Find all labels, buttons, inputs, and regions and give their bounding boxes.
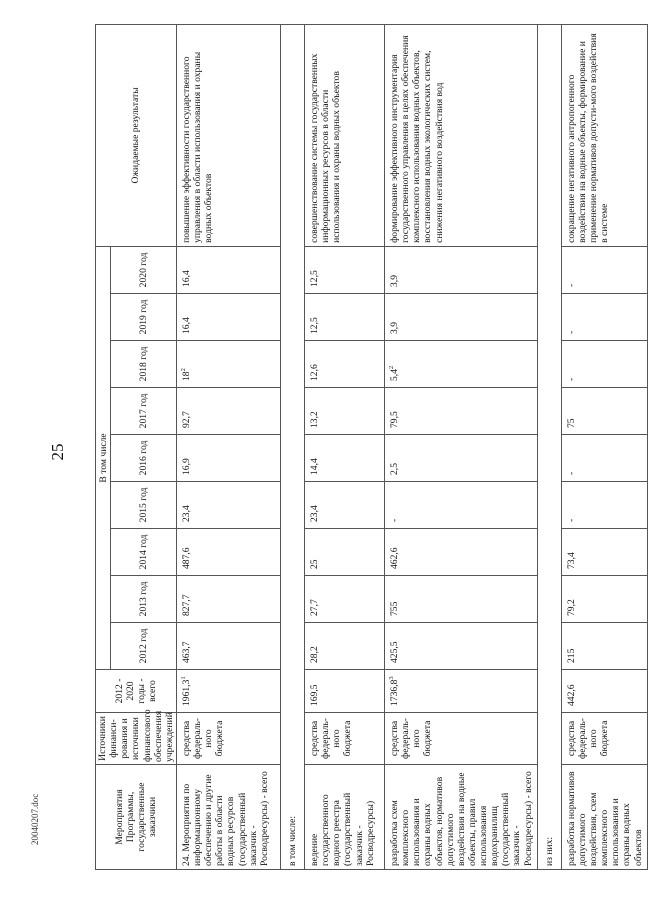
year-value: 3,9 (385, 294, 538, 341)
table-row (537, 24, 561, 869)
header-measures: Мероприятия Программы, государственные заказчики (96, 765, 177, 870)
header-year: 2017 год (111, 388, 176, 435)
year-value: 215 (561, 623, 647, 670)
table-header (96, 24, 177, 869)
table-row (561, 24, 647, 869)
year-value: $18^2$ (176, 341, 280, 388)
year-value: - (561, 246, 647, 293)
year-value: 14,4 (305, 435, 385, 482)
year-value: $5,4^2$ (385, 341, 538, 388)
expected-result: повышение эффективности государственного управления в области использования и охраны водных объектов (176, 24, 280, 246)
total-cell: 1961,3$^1$ (176, 670, 280, 713)
year-value: - (385, 482, 538, 529)
year-value: 16,4 (176, 246, 280, 293)
year-value: 79,2 (561, 576, 647, 623)
total-cell: 169,5 (305, 670, 385, 713)
measure-name: разработка схем комплексного использования и охраны водных объектов, нормативов допустимого воздействия на водные объекты, правил использования водохранилищ (государственный заказчик - Росводресурсы) - всего (385, 765, 538, 870)
year-value: 23,4 (176, 482, 280, 529)
expected-result: совершенствование системы государственных информационных ресурсов в области использования и охраны водных объектов (305, 24, 385, 246)
header-year: 2019 год (111, 294, 176, 341)
footnote-mark: 2 (179, 368, 187, 372)
year-value: 73,4 (561, 529, 647, 576)
year-value: 3,9 (385, 246, 538, 293)
table-row (176, 24, 280, 869)
table-body (176, 24, 647, 869)
header-year: 2013 год (111, 576, 176, 623)
header-in-total: В том числе (96, 246, 111, 669)
year-value: 12,5 (305, 246, 385, 293)
header-year: 2016 год (111, 435, 176, 482)
year-value: 487,6 (176, 529, 280, 576)
year-value: 28,2 (305, 623, 385, 670)
rotated-table-region (95, 25, 644, 870)
year-value: 12,5 (305, 294, 385, 341)
footnote-mark: 3 (387, 676, 395, 680)
header-total: 2012 - 2020 годы - всего (96, 670, 177, 713)
year-value: 23,4 (305, 482, 385, 529)
page-number: 25 (48, 443, 67, 461)
year-value: - (561, 435, 647, 482)
funding-source: средства федераль-ного бюджета (176, 713, 280, 765)
year-value: - (561, 294, 647, 341)
year-value: 79,5 (385, 388, 538, 435)
table-row (305, 24, 385, 869)
year-value: 25 (305, 529, 385, 576)
year-value: 13,2 (305, 388, 385, 435)
total-cell: 442,6 (561, 670, 647, 713)
header-year: 2015 год (111, 482, 176, 529)
year-value: 12,6 (305, 341, 385, 388)
year-value: 27,7 (305, 576, 385, 623)
header-year: 2020 год (111, 246, 176, 293)
measure-name: 24. Мероприятия по информационному обеспечению и другие работы в области водных ресурсов (государственный заказчик - Росводресурсы) - всего (176, 765, 280, 870)
footnote-mark: 2 (387, 365, 395, 369)
measure-name: разработка нормативов допустимого воздействия, схем комплексного использования и охраны водных объектов (561, 765, 647, 870)
header-year: 2012 год (111, 623, 176, 670)
year-value: 2,5 (385, 435, 538, 482)
header-results: Ожидаемые результаты (96, 24, 177, 246)
header-year: 2018 год (111, 341, 176, 388)
year-value: - (561, 482, 647, 529)
year-value: 75 (561, 388, 647, 435)
year-value: 827,7 (176, 576, 280, 623)
header-source: Источники финанси-рования и источники финансового обеспечения учреждений (96, 713, 177, 765)
year-value: 463,7 (176, 623, 280, 670)
total-cell: 1736,8$^3$ (385, 670, 538, 713)
row-label: из них: (537, 24, 561, 869)
footer-filename: 20040207.doc (30, 793, 40, 845)
funding-source: средства федераль-ного бюджета (561, 713, 647, 765)
program-table (95, 24, 648, 870)
expected-result: сокращение негативного антропогенного воздействия на водные объекты, формирование и применение нормативов допусти-мого воздействия в системе (561, 24, 647, 246)
year-value: 462,6 (385, 529, 538, 576)
measure-name: ведение государственного водного реестра (государственный заказчик - Росводресурсы) (305, 765, 385, 870)
year-value: 16,4 (176, 294, 280, 341)
funding-source: средства федераль-ного бюджета (305, 713, 385, 765)
year-value: 755 (385, 576, 538, 623)
row-label: в том числе: (280, 24, 304, 869)
year-value: 16,9 (176, 435, 280, 482)
header-year: 2014 год (111, 529, 176, 576)
table-row (280, 24, 304, 869)
year-value: 92,7 (176, 388, 280, 435)
footnote-mark: 1 (179, 676, 187, 680)
expected-result: формирование эффективного инструментария государственного управления в целях обеспечения комплексного использования водных объектов, восстановления водных экологических систем, снижения негативного воздействия вод (385, 24, 538, 246)
year-value: - (561, 341, 647, 388)
year-value: 425,5 (385, 623, 538, 670)
funding-source: средства федераль-ного бюджета (385, 713, 538, 765)
table-row (385, 24, 538, 869)
